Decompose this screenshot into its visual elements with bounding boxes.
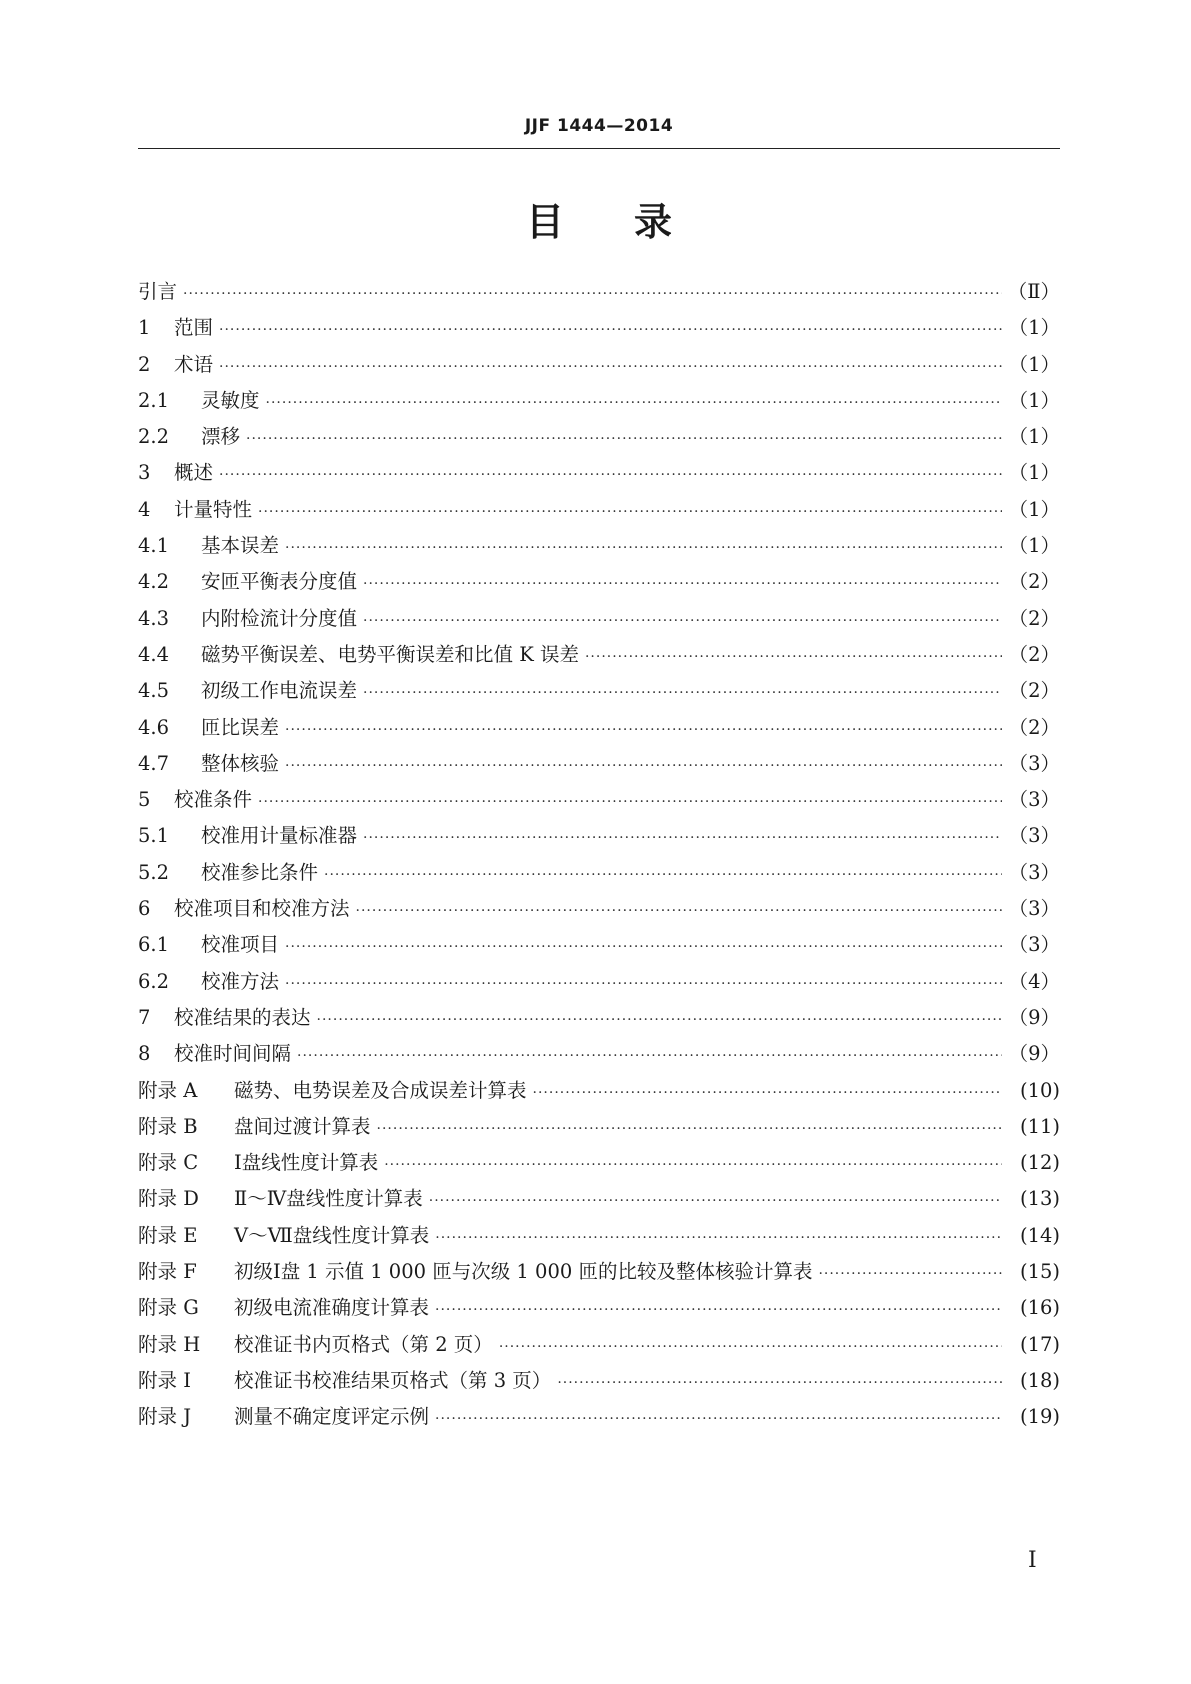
standard-code-header: JJF 1444—2014	[524, 116, 674, 136]
toc-entry-page: （1）	[1008, 461, 1060, 485]
toc-entry-number: 2.1	[138, 388, 170, 412]
toc-leader-dots	[363, 570, 1002, 598]
toc-entry-label: 初级工作电流误差	[201, 679, 358, 703]
toc-entry-label: 匝比误差	[201, 715, 280, 739]
toc-entry-number: 附录 C	[138, 1151, 199, 1175]
toc-entry-label: Ⅴ～Ⅶ盘线性度计算表	[234, 1223, 430, 1247]
toc-entry-page: （9）	[1008, 1042, 1060, 1066]
toc-entry-page: （3）	[1008, 933, 1060, 957]
toc-entry-label: 校准时间间隔	[174, 1042, 292, 1066]
toc-entry-number: 1	[138, 316, 151, 340]
page-title: 目录	[525, 200, 742, 244]
toc-entry[interactable]	[138, 1077, 1060, 1113]
toc-entry-page: （3）	[1008, 860, 1060, 884]
toc-entry-label: 术语	[174, 352, 214, 376]
toc-entry-page: （3）	[1008, 824, 1060, 848]
toc-entry-page: （Ⅱ）	[1007, 280, 1060, 303]
toc-entry[interactable]	[138, 387, 1060, 423]
toc-leader-dots	[435, 1224, 1002, 1252]
toc-leader-dots	[219, 461, 1002, 489]
toc-entry-number: 6.1	[138, 933, 170, 957]
toc-entry-page: （9）	[1008, 1005, 1060, 1029]
toc-entry[interactable]	[138, 1149, 1060, 1185]
toc-entry-page: (11)	[1019, 1114, 1060, 1138]
toc-leader-dots	[219, 353, 1002, 381]
toc-leader-dots	[285, 970, 1002, 998]
toc-entry-page: （2）	[1008, 606, 1060, 630]
toc-entry-label: 磁势平衡误差、电势平衡误差和比值 K 误差	[201, 642, 579, 666]
toc-entry[interactable]	[138, 1367, 1060, 1403]
toc-entry-number: 附录 E	[138, 1223, 198, 1247]
toc-entry[interactable]	[138, 714, 1060, 750]
toc-entry[interactable]	[138, 641, 1060, 677]
toc-leader-dots	[246, 425, 1002, 453]
toc-entry[interactable]	[138, 605, 1060, 641]
toc-entry-number: 3	[138, 461, 151, 485]
toc-leader-dots	[183, 280, 1002, 308]
toc-entry[interactable]	[138, 532, 1060, 568]
toc-entry[interactable]	[138, 968, 1060, 1004]
toc-entry-page: (14)	[1019, 1223, 1060, 1247]
page-number: Ⅰ	[1028, 1548, 1037, 1573]
toc-entry-label: Ⅱ～Ⅳ盘线性度计算表	[234, 1187, 423, 1211]
toc-entry-label: 安匝平衡表分度值	[201, 570, 358, 594]
toc-leader-dots	[285, 534, 1002, 562]
toc-leader-dots	[363, 679, 1002, 707]
toc-entry-label: 校准项目和校准方法	[174, 897, 350, 921]
toc-leader-dots	[285, 933, 1002, 961]
toc-entry-label: 校准方法	[201, 969, 280, 993]
toc-entry-label: 基本误差	[201, 534, 280, 558]
toc-entry-label: 校准项目	[201, 933, 280, 957]
toc-leader-dots	[258, 498, 1002, 526]
toc-entry-page: (15)	[1019, 1260, 1060, 1284]
toc-entry-page: （3）	[1008, 897, 1060, 921]
toc-entry[interactable]	[138, 496, 1060, 532]
toc-entry[interactable]	[138, 1294, 1060, 1330]
toc-entry-label: 灵敏度	[201, 388, 260, 412]
toc-entry-number: 2	[138, 352, 151, 376]
toc-leader-dots	[266, 389, 1002, 417]
toc-entry[interactable]	[138, 895, 1060, 931]
toc-leader-dots	[324, 861, 1002, 889]
toc-leader-dots	[285, 716, 1002, 744]
toc-entry-label: 计量特性	[174, 497, 253, 521]
toc-entry-page: (12)	[1019, 1151, 1060, 1175]
toc-leader-dots	[317, 1006, 1002, 1034]
toc-leader-dots	[429, 1187, 1002, 1215]
toc-entry-label: 校准证书内页格式（第 2 页）	[234, 1332, 493, 1356]
toc-entry-page: （1）	[1008, 316, 1060, 340]
toc-entry-number: 附录 H	[138, 1332, 201, 1356]
toc-entry[interactable]	[138, 1040, 1060, 1076]
toc-leader-dots	[377, 1115, 1002, 1143]
toc-entry-page: （4）	[1008, 969, 1060, 993]
toc-entry-number: 附录 F	[138, 1260, 197, 1284]
toc-entry-page: （1）	[1008, 425, 1060, 449]
toc-leader-dots	[499, 1333, 1002, 1361]
toc-leader-dots	[557, 1369, 1002, 1397]
toc-entry-number: 2.2	[138, 425, 170, 449]
toc-entry[interactable]	[138, 1222, 1060, 1258]
toc-entry[interactable]	[138, 822, 1060, 858]
toc-entry-number: 4.3	[138, 606, 170, 630]
toc-entry[interactable]	[138, 278, 1060, 314]
toc-leader-dots	[363, 607, 1002, 635]
toc-entry-number: 4.2	[138, 570, 170, 594]
toc-leader-dots	[258, 788, 1002, 816]
toc-entry-label: Ⅰ盘线性度计算表	[234, 1151, 379, 1175]
toc-entry[interactable]	[138, 459, 1060, 495]
toc-entry-label: 校准参比条件	[201, 860, 319, 884]
toc-leader-dots	[363, 824, 1002, 852]
toc-leader-dots	[435, 1296, 1002, 1324]
toc-entry-page: （1）	[1008, 497, 1060, 521]
toc-entry-page: （3）	[1008, 751, 1060, 775]
toc-entry-page: （2）	[1008, 715, 1060, 739]
toc-entry-page: （3）	[1008, 788, 1060, 812]
toc-entry-page: （2）	[1008, 642, 1060, 666]
toc-entry-number: 4	[138, 497, 151, 521]
toc-entry-page: （2）	[1008, 679, 1060, 703]
toc-entry-number: 附录 J	[138, 1405, 192, 1429]
toc-entry-number: 附录 B	[138, 1114, 198, 1138]
toc-leader-dots	[435, 1405, 1002, 1433]
toc-entry-label: 初级电流准确度计算表	[234, 1296, 430, 1320]
toc-entry-label: 内附检流计分度值	[201, 606, 358, 630]
toc-entry-page: （1）	[1008, 388, 1060, 412]
toc-leader-dots	[533, 1079, 1002, 1107]
toc-leader-dots	[297, 1042, 1002, 1070]
toc-entry[interactable]	[138, 750, 1060, 786]
toc-entry-label: 校准条件	[174, 788, 253, 812]
toc-entry-number: 4.6	[138, 715, 170, 739]
toc-leader-dots	[285, 752, 1002, 780]
toc-entry[interactable]	[138, 1113, 1060, 1149]
header-rule	[138, 148, 1060, 149]
toc-entry-label: 整体核验	[201, 751, 280, 775]
toc-entry-number: 4.5	[138, 679, 170, 703]
toc-entry[interactable]	[138, 931, 1060, 967]
toc-entry-label: 校准用计量标准器	[201, 824, 358, 848]
toc-entry-number: 5.2	[138, 860, 170, 884]
toc-leader-dots	[585, 643, 1002, 671]
toc-entry-label: 校准证书校准结果页格式（第 3 页）	[234, 1368, 552, 1392]
toc-entry-label: 概述	[174, 461, 214, 485]
toc-entry[interactable]	[138, 1331, 1060, 1367]
toc-entry[interactable]	[138, 859, 1060, 895]
toc-entry-label: 初级Ⅰ盘 1 示值 1 000 匝与次级 1 000 匝的比较及整体核验计算表	[234, 1260, 813, 1284]
toc-entry-number: 附录 G	[138, 1296, 199, 1320]
toc-entry-number: 5.1	[138, 824, 170, 848]
toc-entry-label: 盘间过渡计算表	[234, 1114, 371, 1138]
toc-entry[interactable]	[138, 677, 1060, 713]
toc-leader-dots	[356, 897, 1002, 925]
toc-entry[interactable]	[138, 1403, 1060, 1439]
toc-entry-page: （1）	[1008, 534, 1060, 558]
toc-entry-number: 7	[138, 1005, 151, 1029]
toc-entry-page: （1）	[1008, 352, 1060, 376]
table-of-contents	[138, 278, 1060, 1440]
toc-entry-number: 附录 A	[138, 1078, 198, 1102]
toc-leader-dots	[219, 316, 1002, 344]
toc-entry-number: 5	[138, 788, 151, 812]
toc-entry-label: 测量不确定度评定示例	[234, 1405, 430, 1429]
toc-entry-page: (19)	[1019, 1405, 1060, 1429]
toc-entry-page: (10)	[1019, 1078, 1060, 1102]
toc-entry-label: 引言	[138, 280, 178, 303]
toc-entry[interactable]	[138, 1258, 1060, 1294]
toc-leader-dots	[384, 1151, 1002, 1179]
toc-entry-page: (18)	[1019, 1368, 1060, 1392]
toc-entry-page: (13)	[1019, 1187, 1060, 1211]
toc-entry-number: 6.2	[138, 969, 170, 993]
toc-entry-label: 漂移	[201, 425, 241, 449]
toc-entry-number: 4.1	[138, 534, 170, 558]
toc-entry-label: 磁势、电势误差及合成误差计算表	[234, 1078, 527, 1102]
toc-entry[interactable]	[138, 1004, 1060, 1040]
toc-entry[interactable]	[138, 351, 1060, 387]
toc-entry-label: 范围	[174, 316, 214, 340]
toc-entry-page: （2）	[1008, 570, 1060, 594]
toc-entry-label: 校准结果的表达	[174, 1005, 311, 1029]
toc-entry-number: 8	[138, 1042, 151, 1066]
toc-entry-number: 4.4	[138, 642, 170, 666]
toc-entry-number: 附录 I	[138, 1368, 191, 1392]
toc-entry-number: 附录 D	[138, 1187, 199, 1211]
toc-entry-number: 6	[138, 897, 151, 921]
toc-entry-page: (16)	[1019, 1296, 1060, 1320]
toc-entry[interactable]	[138, 786, 1060, 822]
toc-entry[interactable]	[138, 314, 1060, 350]
toc-entry[interactable]	[138, 1185, 1060, 1221]
toc-entry-number: 4.7	[138, 751, 170, 775]
toc-entry-page: (17)	[1019, 1332, 1060, 1356]
toc-entry[interactable]	[138, 423, 1060, 459]
toc-entry[interactable]	[138, 568, 1060, 604]
toc-leader-dots	[818, 1260, 1002, 1288]
